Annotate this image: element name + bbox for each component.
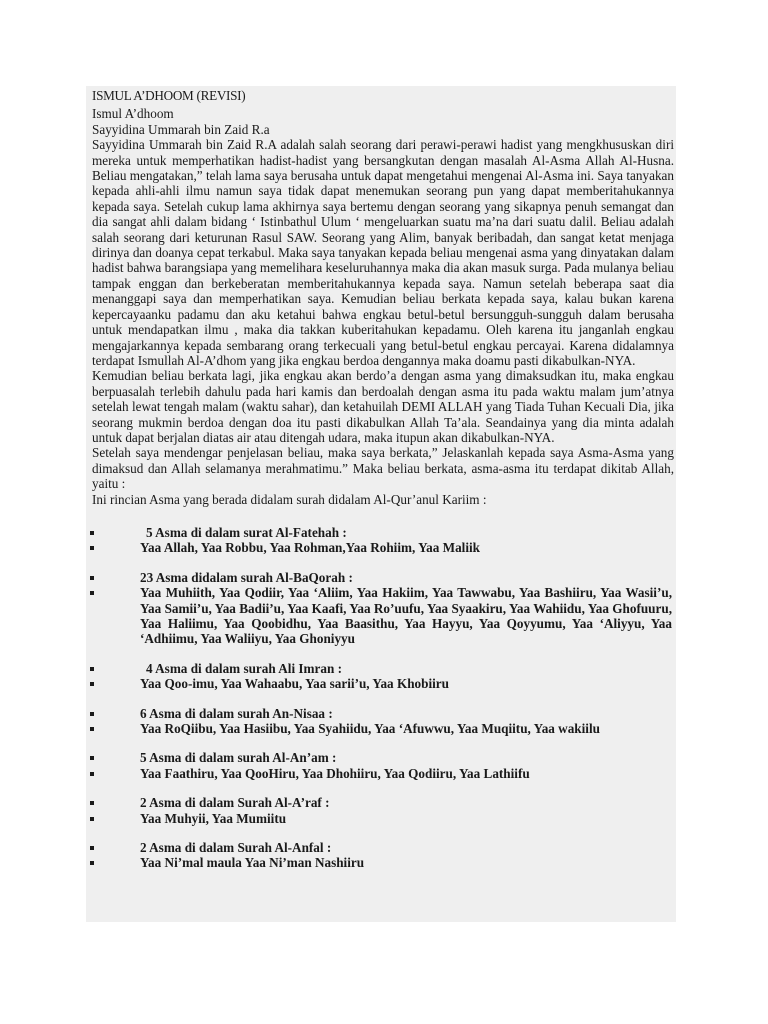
list-item: Yaa Muhiith, Yaa Qodiir, Yaa ‘Aliim, Yaa Hakiim, Yaa Tawwabu, Yaa Bashiiru, Yaa Wasii’u, Yaa Samii’u, Yaa Badii’u, Yaa Kaafi, Yaa Ro’uufu, Yaa Syaakiru, Yaa Wahiidu, Yaa Ghofuuru, Yaa Haliimu, Yaa Qoobidhu, Yaa Baasithu, Yaa Hayyu, Yaa Qoyyumu, Yaa ‘Aliyyu, Yaa ‘Adhiimu, Yaa Waliiyu, Yaa Ghoniyyu bbox=[92, 585, 674, 647]
list-item: Yaa Ni’mal maula Yaa Ni’man Nashiiru bbox=[92, 855, 674, 870]
narrator-line: Sayyidina Ummarah bin Zaid R.a bbox=[92, 121, 270, 137]
paragraph: Setelah saya mendengar penjelasan beliau, maka saya berkata,” Jelaskanlah kepada saya Asma-Asma yang dimaksud dan Allah selamanya merahmatimu.” Maka beliau berkata, asma-asma itu terdapat dikitab Allah, yaitu : bbox=[92, 445, 674, 492]
document-title: ISMUL A’DHOOM (REVISI) bbox=[92, 88, 246, 103]
list-item-heading: 4 Asma di dalam surah Ali Imran : bbox=[92, 661, 674, 676]
list-intro: Ini rincian Asma yang berada didalam surah didalam Al-Qur’anul Kariim : bbox=[92, 491, 487, 507]
list-item: Yaa RoQiibu, Yaa Hasiibu, Yaa Syahiidu, Yaa ‘Afuwwu, Yaa Muqiitu, Yaa wakiilu bbox=[92, 721, 674, 736]
list-item-heading: 2 Asma di dalam Surah Al-A’raf : bbox=[92, 795, 674, 810]
asma-list bbox=[92, 525, 674, 871]
list-item: Yaa Faathiru, Yaa QooHiru, Yaa Dhohiiru, Yaa Qodiiru, Yaa Lathiifu bbox=[92, 766, 674, 781]
list-item-heading: 6 Asma di dalam surah An-Nisaa : bbox=[92, 706, 674, 721]
list-item: Yaa Qoo-imu, Yaa Wahaabu, Yaa sarii’u, Yaa Khobiiru bbox=[92, 676, 674, 691]
paragraph: Kemudian beliau berkata lagi, jika engkau akan berdo’a dengan asma yang dimaksudkan itu, maka engkau berpuasalah terlebih dahulu pada hari kamis dan berdoalah dengan asma itu pada waktu malam jum’atnya setelah lewat tengah malam (waktu sahar), dan ketahuilah DEMI ALLAH yang Tiada Tuhan Kecuali Dia, jika seorang mukmin berdoa dengan doa itu pasti dikabulkan Allah Ta’ala. Seandainya yang dia minta adalah untuk dapat berjalan diatas air atau ditengah udara, maka itupun akan dikabulkan-NYA. bbox=[92, 368, 674, 445]
list-item: Yaa Allah, Yaa Robbu, Yaa Rohman,Yaa Rohiim, Yaa Maliik bbox=[92, 540, 674, 555]
paragraph: Sayyidina Ummarah bin Zaid R.A adalah salah seorang dari perawi-perawi hadist yang mengkhususkan diri mereka untuk memperhatikan hadist-hadist yang bersangkutan dengan masalah Al-Asma Allah Al-Husna. Beliau mengatakan,” telah lama saya berusaha untuk dapat mengetahui mengenai Al-Asma ini. Saya tanyakan kepada ahli-ahli ilmu namun saya tidak dapat menemukan seorang pun yang dapat memberitahukannya kepada saya. Setelah cukup lama akhirnya saya bertemu dengan seorang yang sikapnya penuh semangat dan dia sangat ahli dalam bidang ‘ Istinbathul Ulum ‘ mengeluarkan suatu ma’na dari suatu dalil. Beliau adalah salah seorang dari keturunan Rasul SAW. Seorang yang Alim, banyak beribadah, dan sangat ketat menjaga dirinya dan doanya cepat terkabul. Maka saya tanyakan kepada beliau mengenai asma yang dinyatakan dalam hadist bahwa barangsiapa yang memelihara keseluruhannya maka dia akan masuk surga. Pada mulanya beliau tampak enggan dan berkeberatan memberitahukannya kepada saya. Namun setelah beberapa saat dia menanggapi saya dan memperhatikan saya. Kemudian beliau berkata kepada saya, kalau bukan karena kepercayaanku padamu dan aku ketahui bahwa engkau betul-betul bersungguh-sungguh dalam berusaha untuk mendapatkan ilmu , maka dia takkan kuberitahukan kepadamu. Oleh karena itu janganlah engkau mengajarkannya kepada sembarang orang terkecuali yang betul-betul engkau percayai. Karena didalamnya terdapat Ismullah Al-A’dhom yang jika engkau berdoa dengannya maka doamu pasti dikabulkan-NYA. bbox=[92, 137, 674, 368]
list-item-heading: 2 Asma di dalam Surah Al-Anfal : bbox=[92, 840, 674, 855]
list-item-heading: 23 Asma didalam surah Al-BaQorah : bbox=[92, 570, 674, 585]
list-item-heading: 5 Asma di dalam surah Al-An’am : bbox=[92, 750, 674, 765]
list-item-heading: 5 Asma di dalam surat Al-Fatehah : bbox=[92, 525, 674, 540]
heading-line: Ismul A’dhoom bbox=[92, 106, 174, 122]
document-page bbox=[86, 86, 676, 922]
list-item: Yaa Muhyii, Yaa Mumiitu bbox=[92, 811, 674, 826]
